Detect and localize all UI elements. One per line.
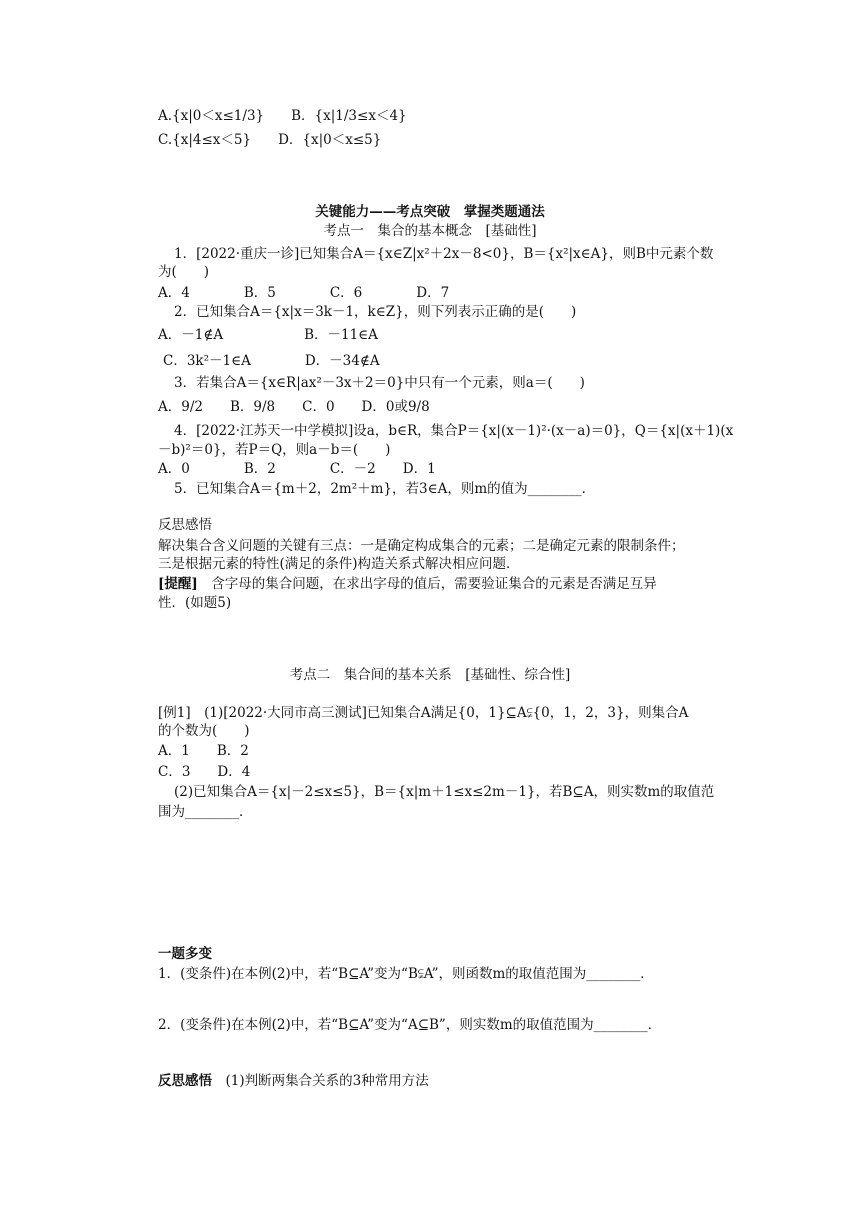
reflection2-text: (1)判断两集合关系的3种常用方法 <box>212 1073 429 1089</box>
q3-options: A．9/2 B．9/8 C．0 D．0或9/8 <box>158 399 430 415</box>
q2-options-ab: A．－1∉A B．－11∈A <box>158 327 378 343</box>
example1-line-1: [例1] (1)[2022·大同市高三测试]已知集合A满足{0，1}⊆A⫋{0，1，2，3}，则集合A <box>158 705 689 721</box>
section-heading: 关键能力——考点突破 掌握类题通法 <box>315 204 545 220</box>
kaodian1-title: 考点一 集合的基本概念 [基础性] <box>323 223 537 239</box>
q2-stem: 2．已知集合A＝{x|x＝3k－1，k∈Z}，则下列表示正确的是( ) <box>174 304 577 320</box>
example2-line-2: 围为________． <box>158 804 253 820</box>
variants-title: 一题多变 <box>158 946 212 962</box>
reflection1-tip-line-2: 性．(如题5) <box>158 595 232 611</box>
example1-line-2: 的个数为( ) <box>158 723 250 739</box>
kaodian2-title: 考点二 集合间的基本关系 [基础性、综合性] <box>289 667 571 683</box>
q5-stem: 5．已知集合A＝{m＋2，2m²＋m}，若3∈A，则m的值为________． <box>174 481 596 497</box>
variant-1: 1．(变条件)在本例(2)中，若“B⊆A”变为“B⫋A”，则函数m的取值范围为________． <box>158 966 654 982</box>
reflection1-title: 反思感悟 <box>158 517 212 533</box>
q4-options: A．0 B．2 C．－2 D．1 <box>158 461 436 477</box>
reflection2-line <box>158 1072 429 1090</box>
example2-line-1: (2)已知集合A＝{x|－2≤x≤5}，B＝{x|m＋1≤x≤2m－1}，若B⊆A，则实数m的取值范 <box>174 784 715 800</box>
q1-line-1: 1．[2022·重庆一诊]已知集合A＝{x∈Z|x²＋2x－8<0}，B＝{x²|x∈A}，则B中元素个数 <box>174 246 714 262</box>
q3-stem: 3．若集合A＝{x∈R|ax²－3x＋2＝0}中只有一个元素，则a＝( ) <box>174 375 585 391</box>
variant-2: 2．(变条件)在本例(2)中，若“B⊆A”变为“A⊆B”，则实数m的取值范围为________． <box>158 1017 662 1033</box>
prev-options-line-1: A.{x|0＜x≤1/3} B．{x|1/3≤x＜4} <box>158 108 407 124</box>
reflection1-line-1: 解决集合含义问题的关键有三点：一是确定构成集合的元素；二是确定元素的限制条件； <box>158 538 685 554</box>
reflection2-title: 反思感悟 <box>158 1073 212 1089</box>
q1-line-2: 为( ) <box>158 264 210 280</box>
q2-options-cd: C．3k²－1∈A D．－34∉A <box>163 353 380 369</box>
example1-options-cd: C．3 D．4 <box>158 764 251 780</box>
prev-options-line-2: C.{x|4≤x＜5} D．{x|0＜x≤5} <box>158 132 382 148</box>
tip-label: [提醒] <box>158 576 198 592</box>
reflection1-line-2: 三是根据元素的特性(满足的条件)构造关系式解决相应问题． <box>158 556 520 572</box>
example1-options-ab: A．1 B．2 <box>158 743 249 759</box>
q4-line-1: 4．[2022·江苏天一中学模拟]设a，b∈R，集合P＝{x|(x－1)²·(x－a)＝0}，Q＝{x|(x＋1)(x <box>174 423 734 439</box>
reflection1-tip <box>158 575 657 593</box>
q1-options: A．4 B．5 C．6 D．7 <box>158 285 450 301</box>
q4-line-2: －b)²＝0}，若P＝Q，则a－b＝( ) <box>158 442 391 458</box>
tip-text: 含字母的集合问题，在求出字母的值后，需要验证集合的元素是否满足互异 <box>197 576 657 592</box>
